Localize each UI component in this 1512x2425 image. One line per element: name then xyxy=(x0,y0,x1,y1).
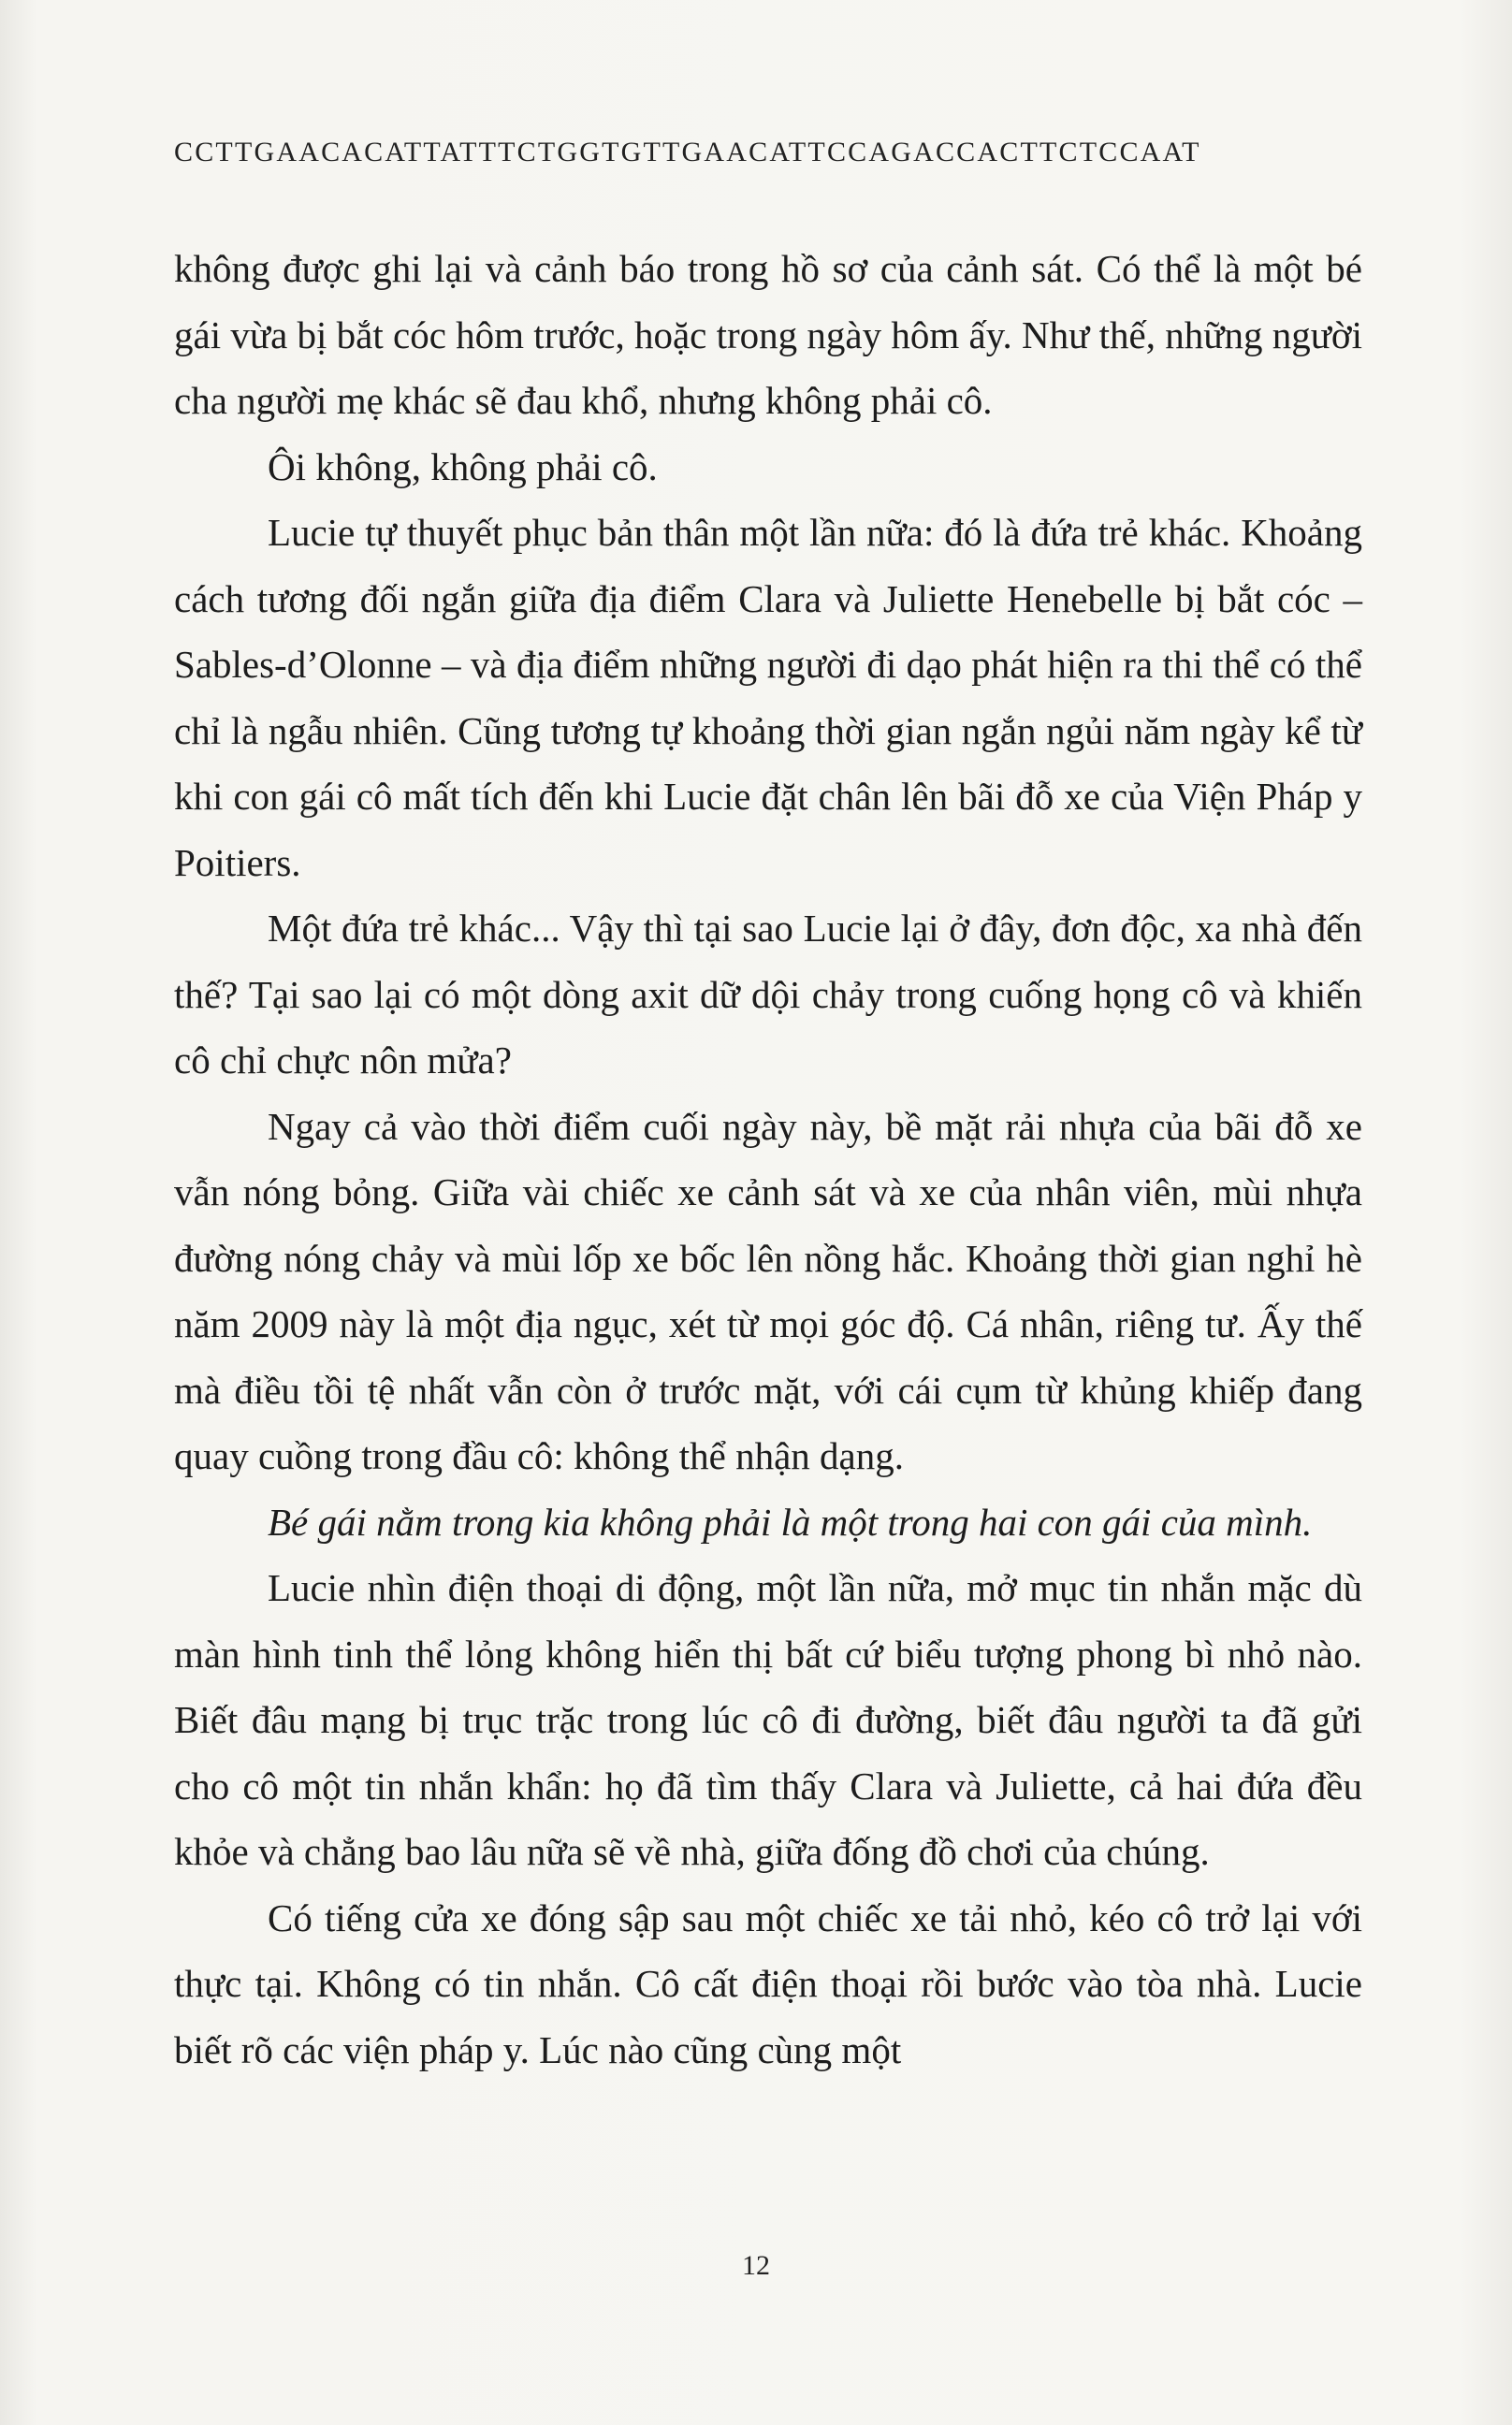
italic-thought: Bé gái nằm trong kia không phải là một trong hai con gái của mình. xyxy=(268,1500,1313,1544)
paragraph: Ngay cả vào thời điểm cuối ngày này, bề mặt rải nhựa của bãi đỗ xe vẫn nóng bỏng. Giữa vài chiếc xe cảnh sát và xe của nhân viên, mùi nhựa đường nóng chảy và mùi lốp xe bốc lên nồng hắc. Khoảng thời gian nghỉ hè năm 2009 này là một địa ngục, xét từ mọi góc độ. Cá nhân, riêng tư. Ấy thế mà điều tồi tệ nhất vẫn còn ở trước mặt, với cái cụm từ khủng khiếp đang quay cuồng trong đầu cô: không thể nhận dạng. xyxy=(174,1104,1362,1477)
page-number: 12 xyxy=(742,2250,770,2281)
body-text xyxy=(174,236,1362,2083)
paragraph: Một đứa trẻ khác... Vậy thì tại sao Lucie lại ở đây, đơn độc, xa nhà đến thế? Tại sao lại có một dòng axit dữ dội chảy trong cuống họng cô và khiến cô chỉ chực nôn mửa? xyxy=(174,907,1362,1082)
running-header: CCTTGAACACATTATTTCTGGTGTTGAACATTCCAGACCACTTCTCCAAT xyxy=(174,137,1201,167)
paragraph: Lucie tự thuyết phục bản thân một lần nữa: đó là đứa trẻ khác. Khoảng cách tương đối ngắn giữa địa điểm Clara và Juliette Henebelle bị bắt cóc – Sables-d’Olonne – và địa điểm những người đi dạo phát hiện ra thi thể có thể chỉ là ngẫu nhiên. Cũng tương tự khoảng thời gian ngắn ngủi năm ngày kể từ khi con gái cô mất tích đến khi Lucie đặt chân lên bãi đỗ xe của Viện Pháp y Poitiers. xyxy=(174,511,1362,884)
paragraph: Ôi không, không phải cô. xyxy=(268,444,658,488)
paragraph-continued: không được ghi lại và cảnh báo trong hồ sơ của cảnh sát. Có thể là một bé gái vừa bị bắt cóc hôm trước, hoặc trong ngày hôm ấy. Như thế, những người cha người mẹ khác sẽ đau khổ, nhưng không phải cô. xyxy=(174,247,1362,422)
paragraph: Lucie nhìn điện thoại di động, một lần nữa, mở mục tin nhắn mặc dù màn hình tinh thể lỏng không hiển thị bất cứ biểu tượng phong bì nhỏ nào. Biết đâu mạng bị trục trặc trong lúc cô đi đường, biết đâu người ta đã gửi cho cô một tin nhắn khẩn: họ đã tìm thấy Clara và Juliette, cả hai đứa đều khỏe và chẳng bao lâu nữa sẽ về nhà, giữa đống đồ chơi của chúng. xyxy=(174,1566,1362,1873)
paragraph: Có tiếng cửa xe đóng sập sau một chiếc xe tải nhỏ, kéo cô trở lại với thực tại. Không có tin nhắn. Cô cất điện thoại rồi bước vào tòa nhà. Lucie biết rõ các viện pháp y. Lúc nào cũng cùng một xyxy=(174,1895,1362,2071)
